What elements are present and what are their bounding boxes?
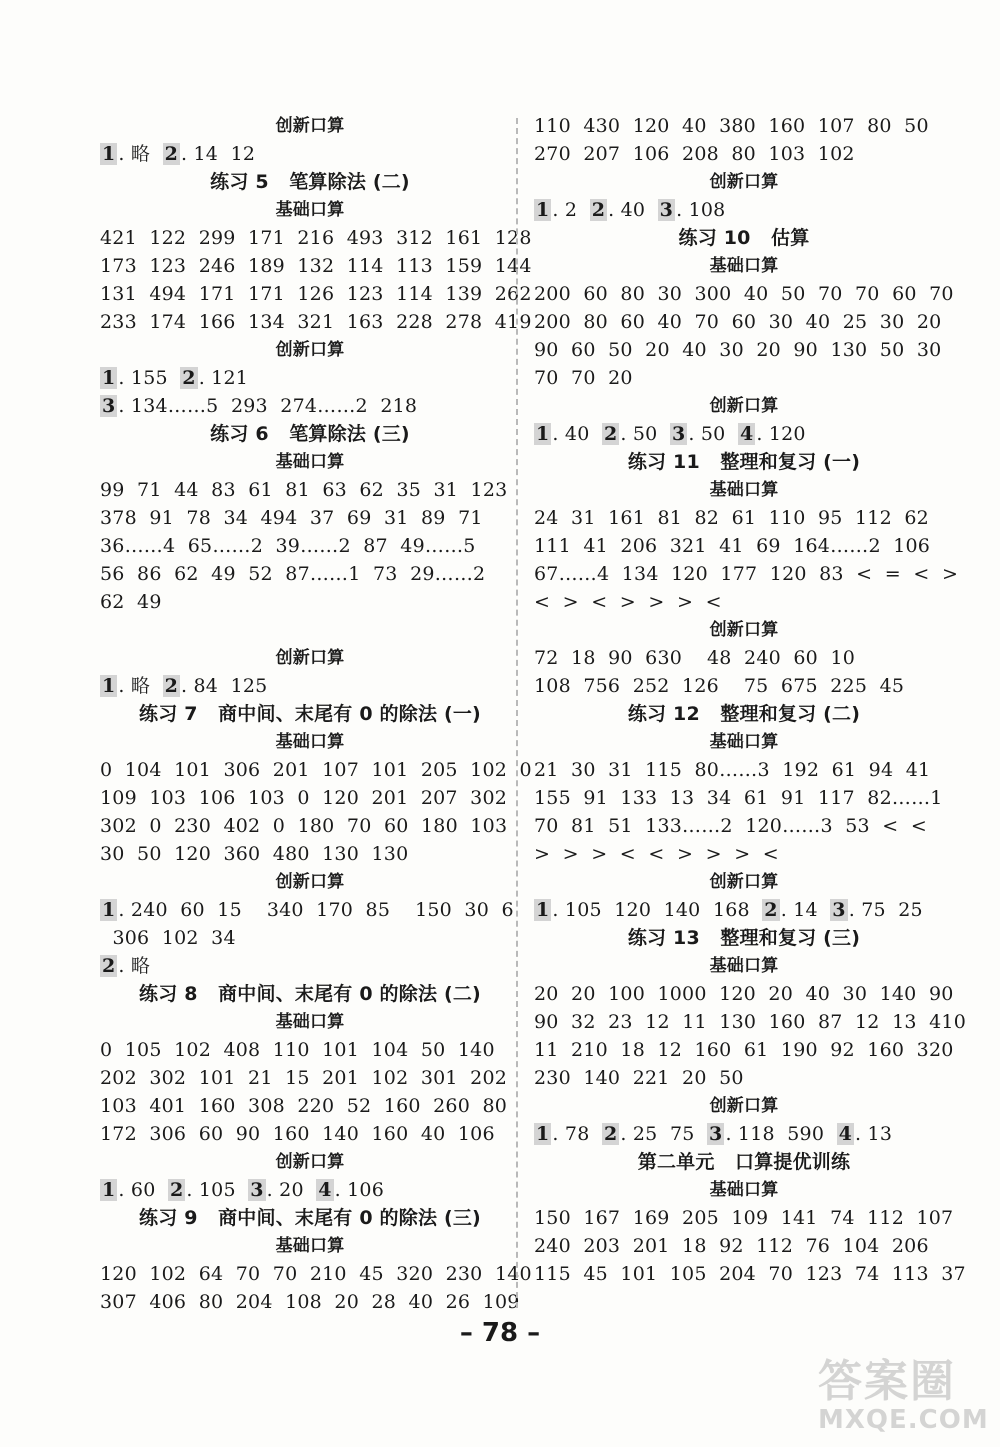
item-number: 1 — [536, 1123, 550, 1145]
item-number: 2 — [102, 955, 116, 977]
left-column — [100, 112, 532, 1316]
answer-items-line: 2 . 略 — [102, 955, 151, 977]
item-number: 3 — [671, 423, 686, 445]
section-header: 基础口算 — [709, 480, 779, 500]
answer-line: 103 401 160 308 220 52 160 260 80 — [100, 1095, 508, 1117]
answer-items-line: 1 . 略 2 . 84 125 — [102, 675, 268, 697]
answer-line: 155 91 133 13 34 61 91 117 82……1 — [534, 787, 943, 809]
answer-line: 173 123 246 189 132 114 113 159 144 — [100, 255, 532, 277]
answer-line: 270 207 106 208 80 103 102 — [534, 143, 855, 165]
answer-line: 131 494 171 171 126 123 114 139 262 — [100, 283, 532, 305]
item-number: 2 — [164, 143, 179, 165]
spacer — [100, 616, 520, 644]
answer-line: 0 105 102 408 110 101 104 50 140 — [100, 1039, 495, 1061]
item-answer: 20 — [279, 1179, 310, 1201]
answer-line: 115 45 101 105 204 70 123 74 113 37 — [534, 1263, 966, 1285]
item-answer: 105 120 140 168 — [564, 899, 757, 921]
exercise-title: 练习 6 笔算除法 (三) — [210, 423, 410, 445]
item-answer: 13 — [867, 1123, 893, 1145]
item-number: 2 — [591, 199, 606, 221]
answer-line: 70 81 51 133……2 120……3 53 < < — [534, 815, 928, 837]
item-number: 2 — [603, 423, 618, 445]
answer-line: 200 60 80 30 300 40 50 70 70 60 70 — [534, 283, 954, 305]
section-header: 基础口算 — [275, 1236, 345, 1256]
section-header: 创新口算 — [275, 648, 345, 668]
item-answer: 118 590 — [737, 1123, 831, 1145]
section-header: 基础口算 — [275, 200, 345, 220]
item-number: 3 — [659, 199, 674, 221]
item-answer: 108 — [688, 199, 726, 221]
item-answer: 121 — [211, 367, 249, 389]
item-answer: 40 — [620, 199, 652, 221]
section-header: 基础口算 — [275, 1012, 345, 1032]
item-number: 2 — [182, 367, 196, 389]
item-number: 1 — [536, 199, 550, 221]
answer-line: 172 306 60 90 160 140 160 40 106 — [100, 1123, 495, 1145]
item-number: 2 — [603, 1123, 618, 1145]
page-number: – 78 – — [459, 1318, 541, 1348]
answer-line: 233 174 166 134 321 163 228 278 419 — [100, 311, 532, 333]
answer-line: 70 70 20 — [534, 367, 633, 389]
answer-line: 90 60 50 20 40 30 20 90 130 50 30 — [534, 339, 942, 361]
item-answer: 25 75 — [632, 1123, 701, 1145]
exercise-title: 练习 10 估算 — [678, 227, 810, 249]
item-number: 1 — [536, 423, 550, 445]
item-number: 3 — [832, 899, 846, 921]
watermark-url: MXQE.COM — [818, 1405, 989, 1435]
item-answer: 78 — [564, 1123, 596, 1145]
answer-line: 240 203 201 18 92 112 76 104 206 — [534, 1235, 929, 1257]
item-answer: 120 — [768, 423, 806, 445]
exercise-title: 练习 9 商中间、末尾有 0 的除法 (三) — [139, 1207, 481, 1229]
answer-line: 306 102 34 — [100, 927, 236, 949]
answer-line: 302 0 230 402 0 180 70 60 180 103 — [100, 815, 508, 837]
item-number: 2 — [164, 675, 179, 697]
section-header: 基础口算 — [275, 452, 345, 472]
exercise-title: 练习 8 商中间、末尾有 0 的除法 (二) — [139, 983, 481, 1005]
section-header: 基础口算 — [709, 732, 779, 752]
exercise-title: 练习 5 笔算除法 (二) — [210, 171, 410, 193]
section-header: 创新口算 — [709, 1096, 779, 1116]
answer-line: 109 103 106 103 0 120 201 207 302 — [100, 787, 508, 809]
item-number: 2 — [169, 1179, 184, 1201]
item-number: 1 — [102, 367, 116, 389]
item-answer: 14 12 — [193, 143, 256, 165]
section-header: 创新口算 — [709, 396, 779, 416]
answer-items-line: 1 . 78 2 . 25 75 3 . 118 590 4 . 13 — [536, 1123, 893, 1145]
answer-line: 108 756 252 126 75 675 225 45 — [534, 675, 905, 697]
answer-line: 90 32 23 12 11 130 160 87 12 13 410 — [534, 1011, 967, 1033]
item-answer: 75 25 — [861, 899, 923, 921]
section-header: 创新口算 — [709, 172, 779, 192]
answer-line: 307 406 80 204 108 20 28 40 26 109 — [100, 1291, 520, 1313]
item-answer: 50 — [700, 423, 732, 445]
answer-line: 200 80 60 40 70 60 30 40 25 30 20 — [534, 311, 942, 333]
item-number: 1 — [102, 1179, 116, 1201]
item-answer: 105 — [198, 1179, 242, 1201]
item-answer: 略 — [130, 675, 157, 697]
answer-items-line: 1 . 155 2 . 121 — [102, 367, 249, 389]
exercise-title: 练习 13 整理和复习 (三) — [627, 927, 861, 949]
section-header: 创新口算 — [709, 620, 779, 640]
item-answer: 50 — [632, 423, 664, 445]
answer-line: < > < > > > < — [534, 591, 722, 613]
item-number: 1 — [102, 143, 116, 165]
item-number: 2 — [764, 899, 778, 921]
exercise-title: 练习 11 整理和复习 (一) — [627, 451, 861, 473]
section-header: 基础口算 — [709, 1180, 779, 1200]
answer-items-line: 1 . 105 120 140 168 2 . 14 3 . 75 25 — [536, 899, 923, 921]
answer-line: 110 430 120 40 380 160 107 80 50 — [534, 115, 929, 137]
exercise-title: 练习 12 整理和复习 (二) — [627, 703, 861, 725]
item-number: 3 — [709, 1123, 723, 1145]
item-number: 1 — [102, 675, 116, 697]
section-header: 基础口算 — [275, 732, 345, 752]
answer-line: 111 41 206 321 41 69 164……2 106 — [534, 535, 931, 557]
watermark-logo — [818, 1358, 988, 1438]
section-header: 创新口算 — [275, 340, 345, 360]
answer-line: 36……4 65……2 39……2 87 49……5 — [100, 535, 476, 557]
answer-line: 21 30 31 115 80……3 192 61 94 41 — [534, 759, 931, 781]
item-answer: 40 — [564, 423, 596, 445]
exercise-title: 第二单元 口算提优训练 — [637, 1151, 851, 1173]
item-number: 3 — [102, 395, 116, 417]
item-answer: 134……5 293 274……2 218 — [130, 395, 418, 417]
answer-line: 150 167 169 205 109 141 74 112 107 — [534, 1207, 954, 1229]
section-header: 基础口算 — [709, 956, 779, 976]
answer-line: 378 91 78 34 494 37 69 31 89 71 — [100, 507, 483, 529]
item-number: 4 — [318, 1179, 332, 1201]
right-column — [534, 112, 967, 1288]
answer-line: 67……4 134 120 177 120 83 < = < > — [534, 563, 959, 585]
answer-line: 202 302 101 21 15 201 102 301 202 — [100, 1067, 508, 1089]
section-header: 创新口算 — [275, 116, 345, 136]
exercise-title: 练习 7 商中间、末尾有 0 的除法 (一) — [139, 703, 481, 725]
section-header: 创新口算 — [275, 872, 345, 892]
item-answer: 略 — [130, 955, 151, 977]
answer-line: > > > < < > > > < — [534, 843, 779, 865]
answer-line: 421 122 299 171 216 493 312 161 128 — [100, 227, 532, 249]
answer-items-line: 1 . 40 2 . 50 3 . 50 4 . 120 — [536, 423, 806, 445]
watermark-logo-text: 答案圈 — [818, 1356, 956, 1407]
answer-items-line: 1 . 240 60 15 340 170 85 150 30 6 — [102, 899, 514, 921]
section-header: 创新口算 — [709, 872, 779, 892]
section-header: 基础口算 — [709, 256, 779, 276]
answer-items-line: 3 . 134……5 293 274……2 218 — [102, 395, 418, 417]
item-number: 4 — [838, 1123, 853, 1145]
item-answer: 155 — [130, 367, 175, 389]
answer-line: 24 31 161 81 82 61 110 95 112 62 — [534, 507, 929, 529]
answer-line: 11 210 18 12 160 61 190 92 160 320 — [534, 1039, 954, 1061]
item-number: 1 — [102, 899, 116, 921]
answer-line: 72 18 90 630 48 240 60 10 — [534, 647, 856, 669]
column-divider — [516, 118, 518, 1308]
item-number: 3 — [250, 1179, 264, 1201]
item-number: 1 — [536, 899, 550, 921]
item-answer: 60 — [130, 1179, 162, 1201]
answer-line: 120 102 64 70 70 210 45 320 230 140 — [100, 1263, 532, 1285]
answer-items-line: 1 . 60 2 . 105 3 . 20 4 . 106 — [102, 1179, 385, 1201]
answer-line: 230 140 221 20 50 — [534, 1067, 744, 1089]
answer-items-line: 1 . 2 2 . 40 3 . 108 — [536, 199, 726, 221]
answer-line: 30 50 120 360 480 130 130 — [100, 843, 409, 865]
answer-line: 62 49 — [100, 591, 162, 613]
item-answer: 106 — [347, 1179, 385, 1201]
answer-items-line: 1 . 略 2 . 14 12 — [102, 143, 256, 165]
item-answer: 略 — [130, 143, 157, 165]
answer-line: 0 104 101 306 201 107 101 205 102 0 — [100, 759, 532, 781]
section-header: 创新口算 — [275, 1152, 345, 1172]
item-answer: 2 — [564, 199, 584, 221]
item-answer: 240 60 15 340 170 85 150 30 6 — [130, 899, 514, 921]
answer-line: 20 20 100 1000 120 20 40 30 140 90 — [534, 983, 954, 1005]
item-answer: 84 125 — [193, 675, 268, 697]
answer-line: 56 86 62 49 52 87……1 73 29……2 — [100, 563, 486, 585]
answer-line: 99 71 44 83 61 81 63 62 35 31 123 — [100, 479, 508, 501]
item-answer: 14 — [793, 899, 825, 921]
item-number: 4 — [739, 423, 754, 445]
